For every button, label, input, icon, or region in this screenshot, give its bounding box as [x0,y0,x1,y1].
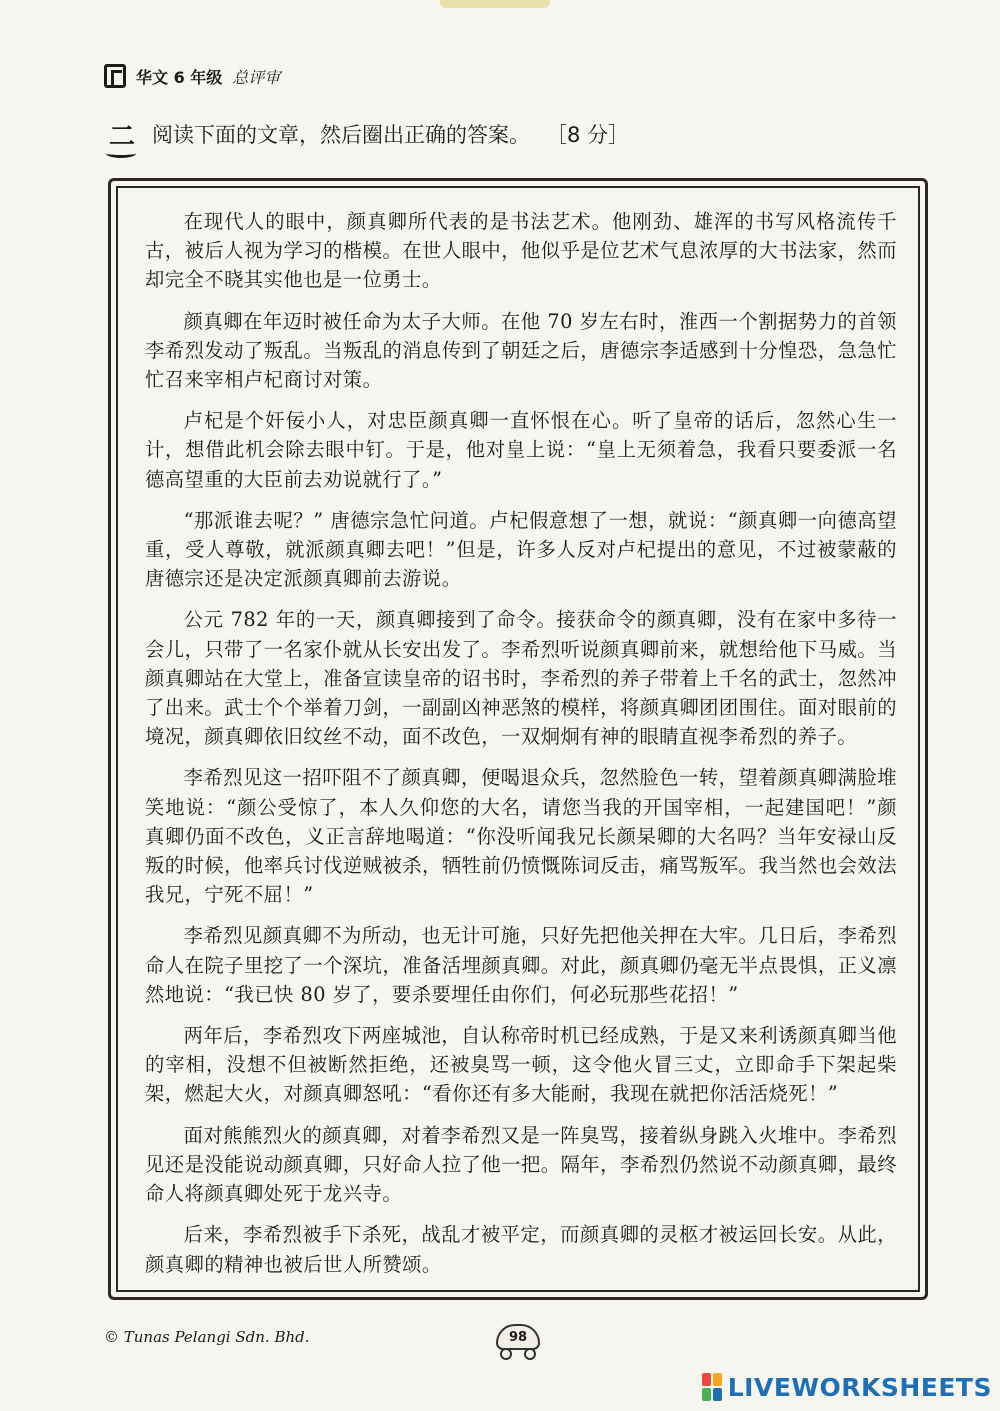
passage-paragraph: 面对熊熊烈火的颜真卿，对着李希烈又是一阵臭骂，接着纵身跳入火堆中。李希烈见还是没能说动颜真卿，只好命人拉了他一把。隔年，李希烈仍然说不动颜真卿，最终命人将颜真卿处死于龙兴寺。 [145,1123,897,1206]
section-instruction: 阅读下面的文章，然后圈出正确的答案。 [152,123,530,147]
section-heading [104,112,880,156]
liveworksheets-logo-icon [702,1373,722,1401]
liveworksheets-brand: LIVEWORKSHEETS [727,1372,992,1402]
top-tab-decoration [440,0,550,8]
passage-paragraph: 后来，李希烈被手下杀死，战乱才被平定，而颜真卿的灵柩才被运回长安。从此，颜真卿的精神也被后世人所赞颂。 [145,1223,897,1276]
passage-paragraph: 李希烈见颜真卿不为所动，也无计可施，只好先把他关押在大牢。几日后，李希烈命人在院子里挖了一个深坑，准备活埋颜真卿。对此，颜真卿仍毫无半点畏惧，正义凛然地说：“我已快 80 岁了，要杀要埋任由你们，何必玩那些花招！” [145,924,897,1006]
publisher-logo-icon [104,64,126,88]
passage-paragraph: 颜真卿在年迈时被任命为太子大师。在他 70 岁左右时，淮西一个割据势力的首领李希烈发动了叛乱。当叛乱的消息传到了朝廷之后，唐德宗李适感到十分惶恐，急急忙忙召来宰相卢杞商讨对策。 [145,309,897,392]
passage-paragraph: 李希烈见这一招吓阻不了颜真卿，便喝退众兵，忽然脸色一转，望着颜真卿满脸堆笑地说：“颜公受惊了，本人久仰您的大名，请您当我的开国宰相，一起建国吧！”颜真卿仍面不改色，义正言辞地喝道：“你没听闻我兄长颜杲卿的大名吗？当年安禄山反叛的时候，他率兵讨伐逆贼被杀，牺牲前仍愤慨陈词反击，痛骂叛军。我当然也会效法我兄，宁死不屈！” [145,766,897,907]
car-wheel-icon [524,1348,536,1360]
passage-paragraph: 公元 782 年的一天，颜真卿接到了命令。接获命令的颜真卿，没有在家中多待一会儿，只带了一名家仆就从长安出发了。李希烈听说颜真卿前来，就想给他下马威。当颜真卿站在大堂上，准备宣读皇帝的诏书时，李希烈的养子带着上千名的武士，忽然冲了出来。武士个个举着刀剑，一副副凶神恶煞的模样，将颜真卿团团围住。面对眼前的境况，颜真卿依旧纹丝不动，面不改色，一双炯炯有神的眼睛直视李希烈的养子。 [145,608,897,749]
series-title: 总评审 [232,67,281,87]
book-title: 华文 6 年级 [136,67,223,87]
reading-passage [108,178,928,1300]
passage-paragraph: 在现代人的眼中，颜真卿所代表的是书法艺术。他刚劲、雄浑的书写风格流传千古，被后人视为学习的楷模。在世人眼中，他似乎是位艺术气息浓厚的大书法家，然而却完全不晓其实他也是一位勇士。 [145,210,897,292]
passage-paragraph: 卢杞是个奸佞小人，对忠臣颜真卿一直怀恨在心。听了皇帝的话后，忽然心生一计，想借此机会除去眼中钉。于是，他对皇上说：“皇上无须着急，我看只要委派一名德高望重的大臣前去劝说就行了。” [145,409,897,491]
copyright-notice: © Tunas Pelangi Sdn. Bhd. [104,1328,310,1346]
passage-paragraph: 两年后，李希烈攻下两座城池，自认称帝时机已经成熟，于是又来利诱颜真卿当他的宰相，没想不但被断然拒绝，还被臭骂一顿，这令他火冒三丈，立即命手下架起柴架，燃起大火，对颜真卿怒吼：“看你还有多大能耐，我现在就把你活活烧死！” [145,1024,897,1106]
page-header [104,62,280,90]
section-number: 二 [104,116,140,152]
car-wheel-icon [500,1348,512,1360]
section-score: ［8 分］ [546,123,630,147]
page-number: 98 [496,1324,540,1350]
passage-paragraph: “那派谁去呢？” 唐德宗急忙问道。卢杞假意想了一想，就说：“颜真卿一向德高望重，受人尊敬，就派颜真卿去吧！”但是，许多人反对卢杞提出的意见，不过被蒙蔽的唐德宗还是决定派颜真卿前去游说。 [145,508,897,591]
page-number-badge [492,1320,548,1360]
liveworksheets-watermark [702,1369,992,1405]
